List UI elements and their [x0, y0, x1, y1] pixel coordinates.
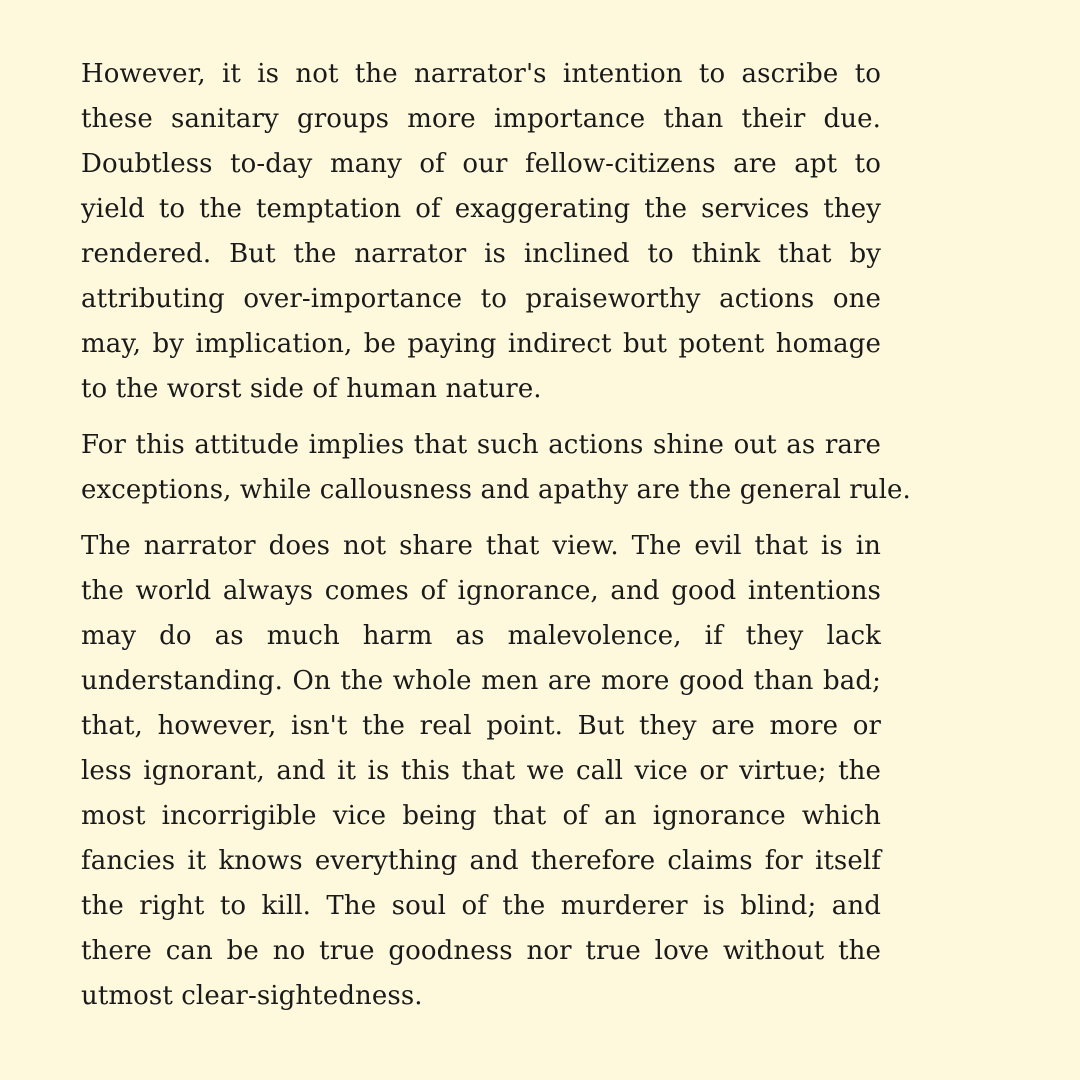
paragraph-2: [81, 423, 911, 513]
text-line: Doubtless to-day many of our fellow-citizens are apt to: [81, 149, 881, 179]
text-line: attributing over-importance to praiseworthy actions one: [81, 284, 881, 314]
text-line: exceptions, while callousness and apathy are the general rule.: [81, 475, 911, 505]
text-line: utmost clear-sightedness.: [81, 981, 423, 1011]
text-line: the world always comes of ignorance, and good intentions: [81, 576, 881, 606]
text-line: most incorrigible vice being that of an ignorance which: [81, 801, 881, 831]
text-line: there can be no true goodness nor true love without the: [81, 936, 881, 966]
text-line: may, by implication, be paying indirect but potent homage: [81, 329, 881, 359]
text-line: rendered. But the narrator is inclined to think that by: [81, 239, 881, 269]
paragraph-1: [81, 52, 881, 412]
text-line: However, it is not the narrator's intention to ascribe to: [81, 59, 881, 89]
text-line: The narrator does not share that view. The evil that is in: [81, 531, 881, 561]
paragraph-gap: [81, 412, 881, 423]
text-line: yield to the temptation of exaggerating the services they: [81, 194, 881, 224]
text-line: that, however, isn't the real point. But they are more or: [81, 711, 881, 741]
text-line: the right to kill. The soul of the murderer is blind; and: [81, 891, 881, 921]
text-line: For this attitude implies that such actions shine out as rare: [81, 430, 881, 460]
paragraph-3: [81, 524, 881, 1019]
document-page: [81, 52, 911, 1019]
text-line: may do as much harm as malevolence, if they lack: [81, 621, 881, 651]
text-line: these sanitary groups more importance than their due.: [81, 104, 881, 134]
text-line: fancies it knows everything and therefore claims for itself: [81, 846, 881, 876]
paragraph-gap: [81, 513, 881, 524]
text-line: less ignorant, and it is this that we call vice or virtue; the: [81, 756, 881, 786]
text-line: understanding. On the whole men are more good than bad;: [81, 666, 881, 696]
text-line: to the worst side of human nature.: [81, 374, 542, 404]
